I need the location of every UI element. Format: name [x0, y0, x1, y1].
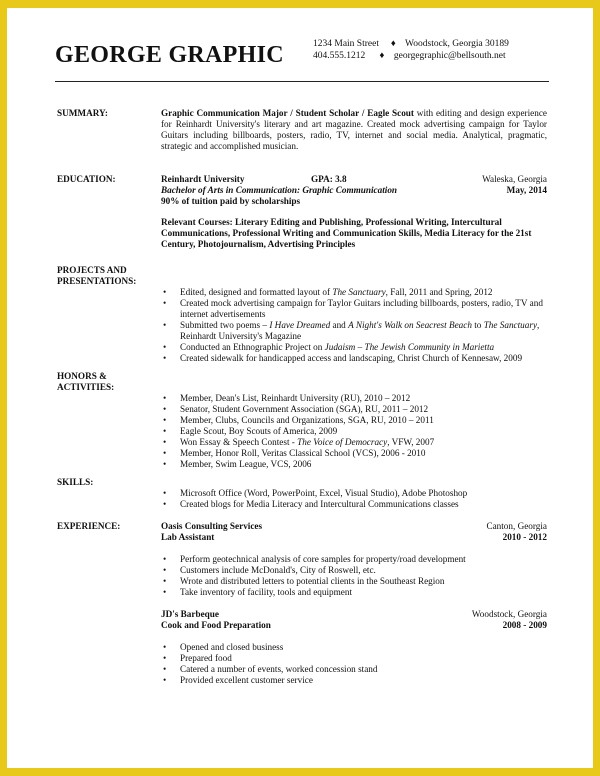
list-item: • Edited, designed and formatted layout of The Sanctuary, Fall, 2011 and Spring, 2012 — [161, 287, 547, 298]
school-location: Waleska, Georgia — [482, 174, 547, 184]
list-item: • Member, Clubs, Councils and Organizations, SGA, RU, 2010 – 2011 — [161, 415, 547, 426]
projects-label — [57, 265, 157, 287]
city-state-zip: Woodstock, Georgia 30189 — [405, 39, 509, 49]
projects-list — [161, 287, 547, 364]
list-item: • Eagle Scout, Boy Scouts of America, 2009 — [161, 426, 547, 437]
education-label: EDUCATION: — [57, 174, 116, 184]
education-school-row — [161, 174, 547, 185]
list-item: • Wrote and distributed letters to potential clients in the Southeast Region — [161, 576, 547, 587]
skills-label: SKILLS: — [57, 477, 94, 487]
skills-list — [161, 488, 547, 510]
employer-name: JD's Barbeque — [161, 609, 219, 619]
relevant-courses: Relevant Courses: Literary Editing and Publishing, Professional Writing, Intercultural Communications, Professional Writing and Communication Skills, Media Literacy for the 21st Century, Photojournalism, Advertising Principles — [161, 217, 532, 249]
job-title: Lab Assistant — [161, 532, 215, 542]
job-title: Cook and Food Preparation — [161, 620, 271, 630]
list-item: • Prepared food — [161, 653, 547, 664]
list-item: • Created blogs for Media Literacy and Intercultural Communications classes — [161, 499, 547, 510]
separator-diamond-icon: ♦ — [379, 51, 385, 61]
projects-label-line2: PRESENTATIONS: — [57, 276, 137, 286]
email-link[interactable]: georgegraphic@bellsouth.net — [393, 51, 506, 61]
tuition-note: 90% of tuition paid by scholarships — [161, 196, 301, 206]
skills-body — [161, 488, 547, 510]
list-item: • Submitted two poems – I Have Dreamed and A Night's Walk on Seacrest Beach to The Sanctuary, Reinhardt University's Magazine — [161, 320, 547, 342]
list-item: • Member, Dean's List, Reinhardt University (RU), 2010 – 2012 — [161, 393, 547, 404]
summary-text: with editing and design experience for Reinhardt University's literary and art magazine. Created mock advertising campaign for Taylor Guitars including billboards, posters, radio, TV, internet and social media. Analytical, pragmatic, strategic and accomplished musician. — [161, 108, 547, 151]
list-item: • Take inventory of facility, tools and equipment — [161, 587, 547, 598]
summary-body — [161, 108, 547, 152]
projects-label-line1: PROJECTS AND — [57, 265, 127, 275]
header-divider — [55, 81, 549, 82]
candidate-name: GEORGE GRAPHIC — [55, 42, 284, 68]
list-item: • Catered a number of events, worked concession stand — [161, 664, 547, 675]
job-dates: 2010 - 2012 — [502, 532, 547, 542]
separator-diamond-icon: ♦ — [390, 39, 396, 49]
list-item: • Won Essay & Speech Contest - The Voice of Democracy, VFW, 2007 — [161, 437, 547, 448]
list-item: • Customers include McDonald's, City of Roswell, etc. — [161, 565, 547, 576]
job-location: Canton, Georgia — [486, 521, 547, 531]
education-degree-row — [161, 185, 547, 196]
list-item: • Provided excellent customer service — [161, 675, 547, 686]
job-duties-list — [161, 554, 547, 598]
experience-body — [161, 521, 547, 686]
honors-body — [161, 393, 547, 470]
contact-block — [313, 38, 509, 62]
honors-label-line1: HONORS & — [57, 371, 107, 381]
resume-page — [7, 8, 593, 768]
graduation-date: May, 2014 — [506, 185, 547, 195]
experience-label: EXPERIENCE: — [57, 521, 121, 531]
honors-label-line2: ACTIVITIES: — [57, 382, 115, 392]
summary-label: SUMMARY: — [57, 108, 108, 118]
school-name: Reinhardt University — [161, 174, 245, 184]
list-item: • Member, Swim League, VCS, 2006 — [161, 459, 547, 470]
job-entry — [161, 521, 547, 598]
list-item: • Microsoft Office (Word, PowerPoint, Excel, Visual Studio), Adobe Photoshop — [161, 488, 547, 499]
degree: Bachelor of Arts in Communication: Graphic Communication — [161, 185, 398, 195]
phone-number: 404.555.1212 — [313, 51, 366, 61]
honors-list — [161, 393, 547, 470]
list-item: • Perform geotechnical analysis of core samples for property/road development — [161, 554, 547, 565]
list-item: • Opened and closed business — [161, 642, 547, 653]
honors-label — [57, 371, 157, 393]
job-entry — [161, 609, 547, 686]
employer-name: Oasis Consulting Services — [161, 521, 263, 531]
summary-lead: Graphic Communication Major / Student Scholar / Eagle Scout — [161, 108, 414, 118]
street-address: 1234 Main Street — [313, 39, 379, 49]
projects-body — [161, 287, 547, 364]
education-body — [161, 174, 547, 250]
list-item: • Conducted an Ethnographic Project on Judaism – The Jewish Community in Marietta — [161, 342, 547, 353]
gpa: GPA: 3.8 — [311, 174, 347, 184]
list-item: • Created sidewalk for handicapped access and landscaping, Christ Church of Kennesaw, 2009 — [161, 353, 547, 364]
job-duties-list — [161, 642, 547, 686]
job-location: Woodstock, Georgia — [471, 609, 547, 619]
list-item: • Senator, Student Government Association (SGA), RU, 2011 – 2012 — [161, 404, 547, 415]
list-item: • Created mock advertising campaign for Taylor Guitars including billboards, posters, radio, TV and internet advertisements — [161, 298, 547, 320]
list-item: • Member, Honor Roll, Veritas Classical School (VCS), 2006 - 2010 — [161, 448, 547, 459]
job-dates: 2008 - 2009 — [502, 620, 547, 630]
